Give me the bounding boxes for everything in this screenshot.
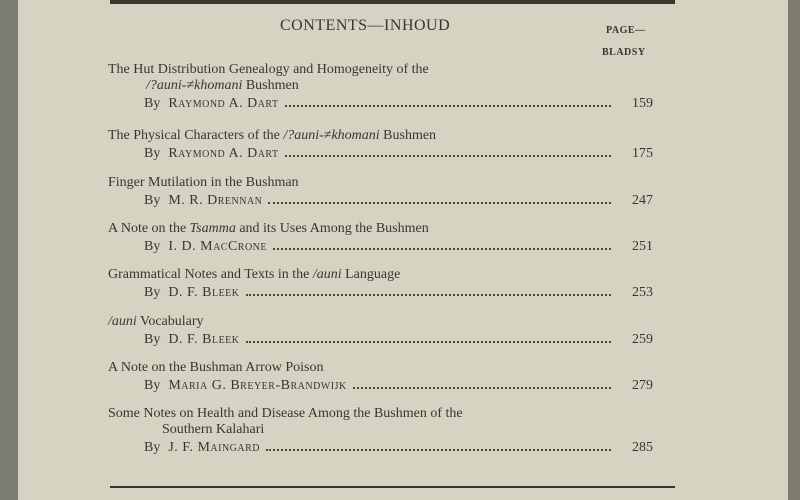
page-column-label: [602, 20, 646, 64]
dot-leader: [285, 154, 611, 157]
entry-byline: [108, 239, 653, 255]
entry-page-number: 159: [632, 96, 653, 111]
entry-byline: [108, 332, 653, 348]
entry-title-part: Language: [341, 267, 401, 282]
entry-title-italic: /?auni-≠khomani: [146, 78, 243, 93]
entry-title-part: Bushmen: [379, 128, 437, 143]
entry-author: D. F. Bleek: [168, 332, 240, 347]
entry-title-part: The Physical Characters of the: [108, 128, 284, 143]
entry-page-number: 279: [632, 378, 653, 393]
entry-title: [108, 314, 653, 330]
entry-title-part: Vocabulary: [136, 314, 204, 329]
toc-entry: [108, 128, 653, 162]
entry-title-continued: Southern Kalahari: [162, 422, 265, 437]
entry-title: A Note on the Bushman Arrow Poison: [108, 360, 324, 375]
entry-page-number: 253: [632, 285, 653, 300]
toc-entry: [108, 360, 653, 394]
entry-byline: [108, 146, 653, 162]
dot-leader: [246, 340, 611, 343]
top-rule: [110, 0, 675, 4]
entry-title-italic: /auni: [108, 314, 137, 329]
entry-title: Some Notes on Health and Disease Among the Bushmen of the: [108, 406, 463, 421]
entry-title: [108, 221, 653, 237]
toc-entry: [108, 62, 653, 112]
by-label: By: [144, 285, 161, 300]
entry-title-italic: /?auni-≠khomani: [283, 128, 380, 143]
page-label-line1: PAGE—: [606, 25, 646, 36]
entry-byline: [108, 193, 653, 209]
entry-page-number: 259: [632, 332, 653, 347]
entry-author: Raymond A. Dart: [168, 146, 279, 161]
entry-author: Raymond A. Dart: [168, 96, 279, 111]
entry-title-part: A Note on the: [108, 221, 190, 236]
entry-title-italic: Tsamma: [189, 221, 236, 236]
toc-entry: [108, 267, 653, 301]
entry-author: Maria G. Breyer-Brandwijk: [168, 378, 347, 393]
by-label: By: [144, 96, 161, 111]
entry-byline: [108, 378, 653, 394]
document-page: [18, 0, 788, 500]
dot-leader: [266, 448, 611, 451]
toc-entry: [108, 175, 653, 209]
dot-leader: [273, 247, 611, 250]
by-label: By: [144, 378, 161, 393]
entry-page-number: 175: [632, 146, 653, 161]
page-label-line2: BLADSY: [602, 47, 646, 58]
dot-leader: [353, 386, 611, 389]
by-label: By: [144, 146, 161, 161]
bottom-rule: [110, 486, 675, 488]
entry-title-part: Grammatical Notes and Texts in the: [108, 267, 313, 282]
dot-leader: [246, 293, 611, 296]
entry-author: D. F. Bleek: [168, 285, 240, 300]
entry-page-number: 247: [632, 193, 653, 208]
dot-leader: [268, 201, 611, 204]
entry-author: J. F. Maingard: [168, 440, 261, 455]
entry-byline: [108, 285, 653, 301]
toc-entry: [108, 406, 653, 456]
entry-title-continued: [108, 78, 653, 94]
entry-title: [108, 128, 653, 144]
entry-author: M. R. Drennan: [168, 193, 263, 208]
by-label: By: [144, 332, 161, 347]
by-label: By: [144, 193, 161, 208]
entry-author: I. D. MacCrone: [168, 239, 268, 254]
entry-title-rest: Bushmen: [242, 78, 299, 93]
dot-leader: [285, 104, 611, 107]
contents-heading: CONTENTS—INHOUD: [280, 17, 451, 34]
entry-page-number: 251: [632, 239, 653, 254]
by-label: By: [144, 440, 161, 455]
entry-title: Finger Mutilation in the Bushman: [108, 175, 299, 190]
toc-entry: [108, 221, 653, 255]
toc-entry: [108, 314, 653, 348]
entry-title-part: and its Uses Among the Bushmen: [235, 221, 429, 236]
entry-title: The Hut Distribution Genealogy and Homogeneity of the: [108, 62, 429, 77]
entry-title: [108, 267, 653, 283]
by-label: By: [144, 239, 161, 254]
entry-byline: [108, 96, 653, 112]
entry-byline: [108, 440, 653, 456]
entry-page-number: 285: [632, 440, 653, 455]
entry-title-italic: /auni: [312, 267, 342, 282]
